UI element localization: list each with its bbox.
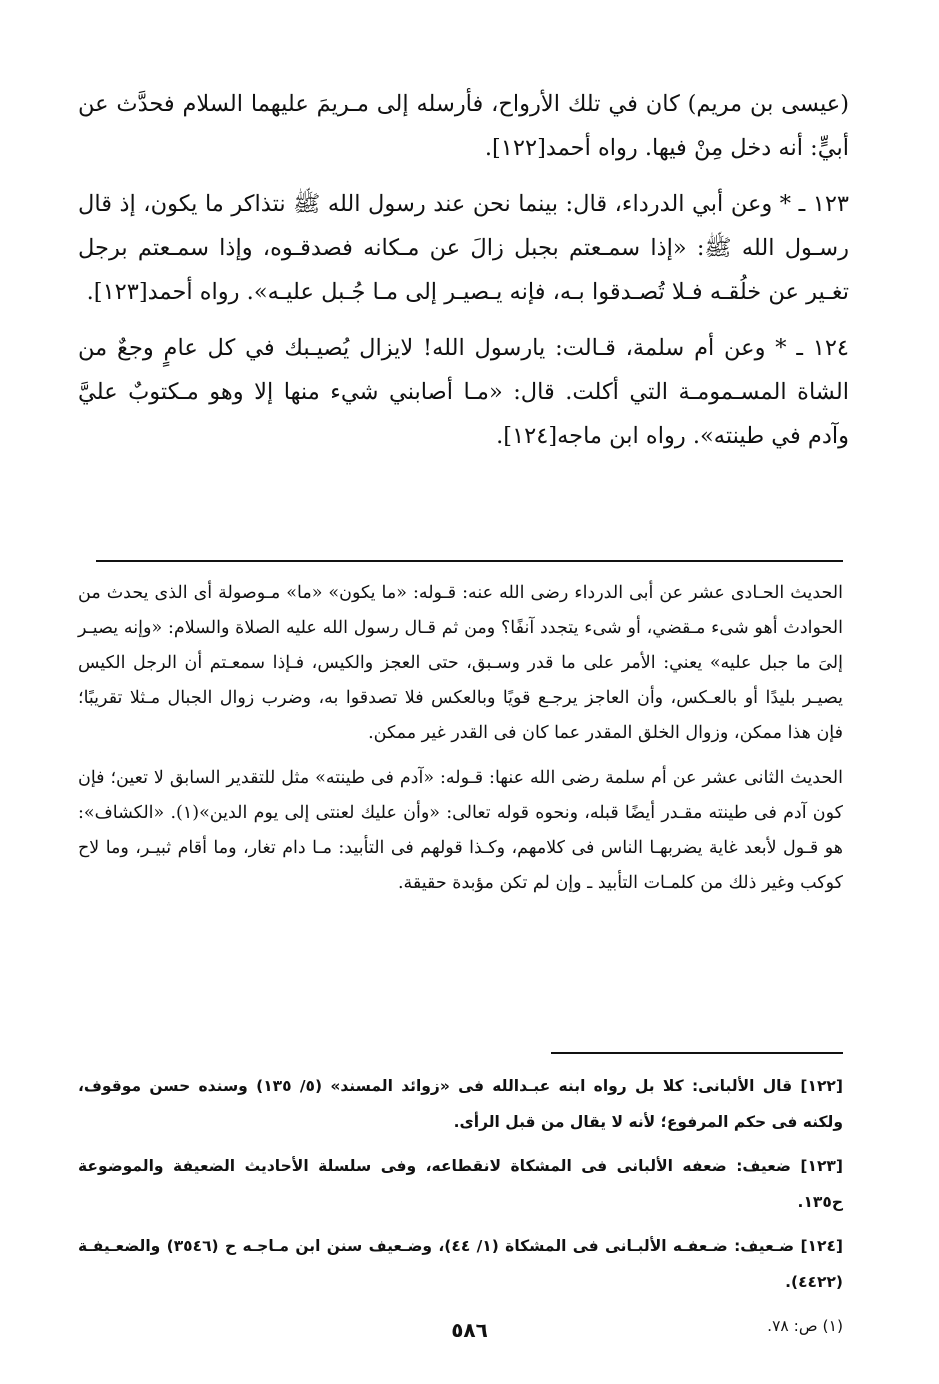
footnote-123: [١٢٣] ضعيف: ضعفه الألبانى فى المشكاة لانقطاعه، وفى سلسلة الأحاديث الضعيفة والموضوعة ح١٣٥. [78, 1157, 843, 1211]
footnote-divider [551, 1052, 843, 1054]
main-paragraph: (عيسى بن مريم) كان في تلك الأرواح، فأرسله إلى مـريمَ عليهما السلام فحدَّث عن أبيٍّ: أنه دخل مِنْ فيها. رواه أحمد[١٢٢]. [78, 91, 849, 161]
commentary-section [78, 576, 843, 911]
footnote-122: [١٢٢] قال الألبانى: كلا بل رواه ابنه عبـدالله فى «زوائد المسند» (٥/ ١٣٥) وسنده حسن موقوف، ولكنه فى حكم المرفوع؛ لأنه لا يقال من قبل الرأى. [78, 1077, 843, 1131]
hadith-text [78, 82, 849, 470]
commentary-paragraph: الحديث الثانى عشر عن أم سلمة رضى الله عنها: قـوله: «آدم فى طينته» مثل للتقدير السابق لا تعين؛ فإن كون آدم فى طينته مقـدر أيضًا قبله، ونحوه قوله تعالى: «وأن عليك لعنتى إلى يوم الدين»(١). «الكشاف»: هو قـول لأبعد غاية يضربهـا الناس فى كلامهم، وكـذا قولهم فى التأبيد: مـا دام تغار، وما أقام ثبيـر، وما لاح كوكب وغير ذلك من كلمـات التأبيد ـ وإن لم تكن مؤبدة حقيقة. [78, 768, 843, 893]
footnote-124: [١٢٤] ضـعيف: ضـعفـه الألبـانى فى المشكاة (١/ ٤٤)، وضـعيف سنن ابن مـاجـه ح (٣٥٤٦) والضعـيفـة (٤٤٢٢). [78, 1237, 844, 1291]
section-divider [96, 560, 843, 562]
footnotes-section [78, 1068, 843, 1352]
hadith-124: ١٢٤ ـ * وعن أم سلمة، قـالت: يارسول الله! لايزال يُصيـبك في كل عامٍ وجعٌ من الشاة المسـمومـة التي أكلت. قال: «مـا أصابني شيء منها إلا وهو مـكتوبٌ عليَّ وآدم في طينته». رواه ابن ماجه[١٢٤]. [78, 335, 849, 449]
page-number: ٥٨٦ [451, 1318, 488, 1342]
footnote-1: (١) ص: ٧٨. [767, 1317, 843, 1335]
hadith-123: ١٢٣ ـ * وعن أبي الدرداء، قال: بينما نحن عند رسول الله ﷺ نتذاكر ما يكون، إذ قال رسـول الله ﷺ: «إذا سمـعتم بجبل زالَ عن مـكانه فصدقـوه، وإذا سمـعتم برجل تغـير عن خلُقـه فـلا تُصـدقوا بـه، فإنه يـصيـر إلى مـا جُـبل عليـه». رواه أحمد[١٢٣]. [78, 191, 849, 305]
commentary-paragraph: الحديث الحـادى عشر عن أبى الدرداء رضى الله عنه: قـوله: «ما يكون» «ما» مـوصولة أى الذى يحدث من الحوادث أهو شىء مـقضي، أو شىء يتجدد آنفًا؟ ومن ثم قـال رسول الله عليه الصلاة والسلام: «وإنه يصيـر إلىَ ما جبل عليه» يعني: الأمر على ما قدر وسـبق، حتى العجز والكيس، فـإذا سمعـتم أن الرجل الكيس يصيـر بليدًا أو بالعـكس، وأن العاجز يرجـع قويًا وبالعكس فلا تصدقوا به، وضرب زوال الجبال مـثلا تقريبًا؛ فإن هذا ممكن، وزوال الخلق المقدر عما كان فى القدر غير ممكن. [78, 583, 843, 743]
